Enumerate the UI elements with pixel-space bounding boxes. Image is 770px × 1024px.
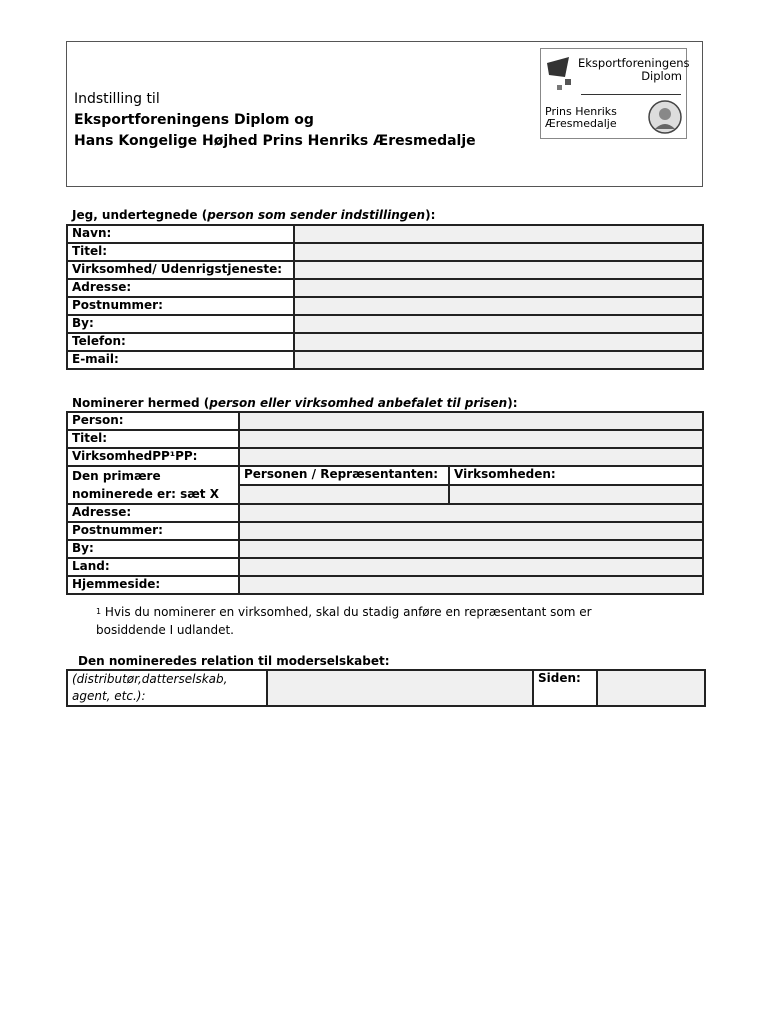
nominee-country-field[interactable] bbox=[239, 558, 703, 576]
table-row bbox=[67, 670, 705, 706]
option-company-checkbox[interactable] bbox=[449, 485, 703, 504]
nominee-postal-field[interactable] bbox=[239, 522, 703, 540]
option-company-label: Virksomheden: bbox=[449, 466, 703, 485]
diploma-emblem-icon bbox=[545, 53, 581, 93]
nominee-title-field[interactable] bbox=[239, 430, 703, 448]
since-field[interactable] bbox=[597, 670, 705, 706]
sender-title-label: Titel: bbox=[67, 243, 294, 261]
sender-email-field[interactable] bbox=[294, 351, 703, 369]
logo-top-line-2: Diplom bbox=[641, 69, 682, 83]
sender-title-prefix: Jeg, undertegnede ( bbox=[72, 208, 208, 222]
sender-phone-field[interactable] bbox=[294, 333, 703, 351]
title-line-1: Indstilling til bbox=[74, 91, 160, 107]
logo-bottom-line-1: Prins Henriks bbox=[545, 105, 617, 118]
since-label: Siden: bbox=[533, 670, 597, 706]
sender-address-field[interactable] bbox=[294, 279, 703, 297]
sender-phone-label: Telefon: bbox=[67, 333, 294, 351]
nominee-city-label: By: bbox=[67, 540, 239, 558]
nominee-postal-label: Postnummer: bbox=[67, 522, 239, 540]
nominee-country-label: Land: bbox=[67, 558, 239, 576]
relation-table bbox=[66, 669, 706, 707]
sender-city-field[interactable] bbox=[294, 315, 703, 333]
footnote bbox=[96, 603, 656, 639]
table-row bbox=[67, 243, 703, 261]
option-person-checkbox[interactable] bbox=[239, 485, 449, 504]
table-row bbox=[67, 522, 703, 540]
table-row bbox=[67, 279, 703, 297]
logo-separator bbox=[581, 94, 681, 95]
table-row bbox=[67, 576, 703, 594]
sender-table bbox=[66, 224, 704, 370]
footnote-marker: 1 bbox=[96, 607, 102, 616]
nominee-company-label: VirksomhedPP¹PP: bbox=[67, 448, 239, 466]
nominee-address-field[interactable] bbox=[239, 504, 703, 522]
sender-section-title bbox=[72, 208, 435, 222]
logo-top-text bbox=[578, 56, 690, 83]
table-row bbox=[67, 315, 703, 333]
sender-company-field[interactable] bbox=[294, 261, 703, 279]
title-line-2: Eksportforeningens Diplom og bbox=[74, 112, 314, 128]
table-row bbox=[67, 558, 703, 576]
sender-title-italic: person som sender indstillingen bbox=[207, 208, 426, 222]
logo-bottom-text bbox=[545, 106, 617, 130]
form-title bbox=[74, 89, 476, 152]
nominee-title-suffix: ): bbox=[507, 396, 518, 410]
table-row bbox=[67, 448, 703, 466]
table-row bbox=[67, 504, 703, 522]
option-person-label: Personen / Repræsentanten: bbox=[239, 466, 449, 485]
sender-name-field[interactable] bbox=[294, 225, 703, 243]
table-row bbox=[67, 351, 703, 369]
medal-portrait-icon bbox=[647, 99, 683, 135]
nominee-table bbox=[66, 411, 704, 595]
nominee-website-field[interactable] bbox=[239, 576, 703, 594]
logo bbox=[540, 48, 690, 139]
nominee-company-field[interactable] bbox=[239, 448, 703, 466]
nominee-city-field[interactable] bbox=[239, 540, 703, 558]
nominee-section-title bbox=[72, 396, 518, 410]
nominee-title-prefix: Nominerer hermed ( bbox=[72, 396, 210, 410]
table-row bbox=[67, 225, 703, 243]
sender-city-label: By: bbox=[67, 315, 294, 333]
nominee-title-italic: person eller virksomhed anbefalet til prisen bbox=[209, 396, 508, 410]
sender-title-suffix: ): bbox=[425, 208, 436, 222]
logo-bottom-line-2: Æresmedalje bbox=[545, 117, 617, 130]
nominee-person-field[interactable] bbox=[239, 412, 703, 430]
title-line-3: Hans Kongelige Højhed Prins Henriks Æresmedalje bbox=[74, 133, 476, 149]
nominee-person-label: Person: bbox=[67, 412, 239, 430]
nominee-title-label: Titel: bbox=[67, 430, 239, 448]
nominee-website-label: Hjemmeside: bbox=[67, 576, 239, 594]
relation-section-title: Den nomineredes relation til moderselskabet: bbox=[78, 654, 390, 668]
sender-address-label: Adresse: bbox=[67, 279, 294, 297]
sender-title-field[interactable] bbox=[294, 243, 703, 261]
sender-postal-label: Postnummer: bbox=[67, 297, 294, 315]
sender-name-label: Navn: bbox=[67, 225, 294, 243]
footnote-text: Hvis du nominerer en virksomhed, skal du stadig anføre en repræsentant som er bosiddende I udlandet. bbox=[96, 605, 592, 637]
table-row bbox=[67, 261, 703, 279]
nominee-address-label: Adresse: bbox=[67, 504, 239, 522]
table-row bbox=[67, 430, 703, 448]
logo-top-line-1: Eksportforeningens bbox=[578, 56, 690, 70]
table-row bbox=[67, 333, 703, 351]
table-row bbox=[67, 466, 703, 485]
relation-hint: (distributør,datterselskab, agent, etc.): bbox=[67, 670, 267, 706]
table-row bbox=[67, 297, 703, 315]
table-row bbox=[67, 412, 703, 430]
table-row bbox=[67, 540, 703, 558]
sender-company-label: Virksomhed/ Udenrigstjeneste: bbox=[67, 261, 294, 279]
primary-nominee-label: Den primære nominerede er: sæt X bbox=[67, 466, 239, 504]
header-box bbox=[66, 41, 703, 187]
relation-field[interactable] bbox=[267, 670, 533, 706]
sender-postal-field[interactable] bbox=[294, 297, 703, 315]
sender-email-label: E-mail: bbox=[67, 351, 294, 369]
